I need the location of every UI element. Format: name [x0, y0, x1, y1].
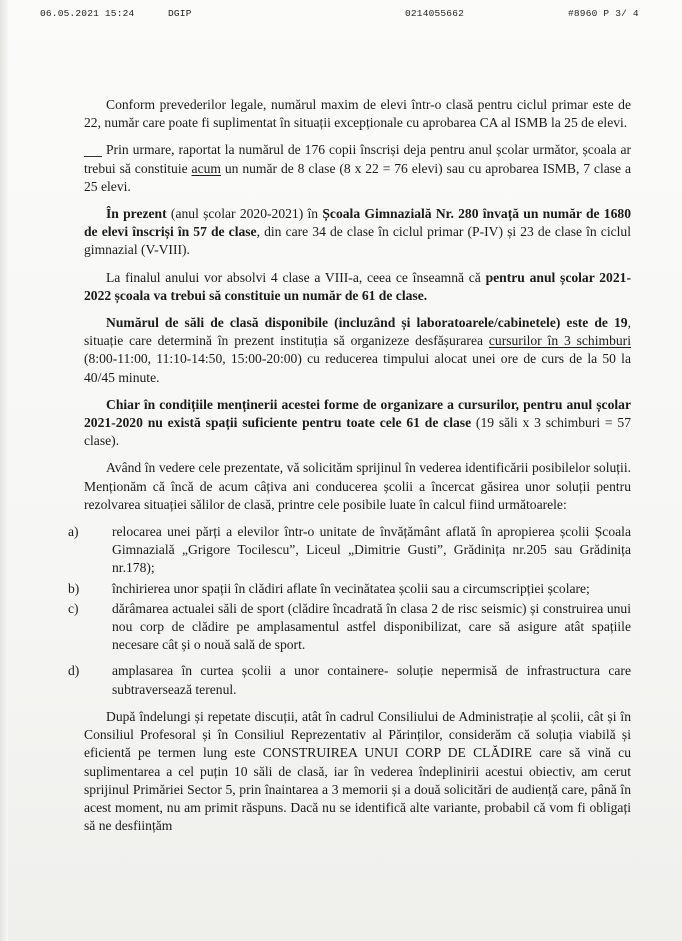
p4-text-1: La finalul anului vor absolvi 4 clase a VIII-a, ceea ce înseamnă că — [106, 269, 486, 285]
p5-text-1: , situație care determină în prezent instituția să organizeze desfășurarea — [84, 315, 631, 349]
paragraph-classrooms — [84, 314, 631, 387]
list-item-text: amplasarea în curtea școlii a unor containere- soluție nepermisă de infrastructura care subtraversează terenul. — [112, 663, 631, 697]
p3-text-1: (anul școlar 2020-2021) în — [166, 206, 323, 222]
fax-phone: 0214055662 — [405, 8, 465, 19]
page-edge-shadow — [0, 0, 8, 941]
fax-datetime: 06.05.2021 15:24 — [40, 8, 135, 19]
p3-text-2: , din care 34 de clase în ciclul primar (P-IV) și 23 de clase în ciclul gimnazial (V-VIII). — [84, 224, 631, 258]
p3-bold-1: În prezent — [106, 206, 167, 222]
paragraph-class-limit: Conform prevederilor legale, numărul maxim de elevi într-o clasă pentru ciclul primar este de 22, număr care poate fi suplimentat în situații excepționale cu aprobarea CA al ISMB la 25 de elevi. — [84, 97, 631, 131]
fax-header — [0, 8, 682, 24]
p5-text-2: (8:00-11:00, 11:10-14:50, 15:00-20:00) cu reducerea timpului alocat unei ore de curs de la 50 la 40/45 minute. — [84, 351, 631, 385]
list-item-text: relocarea unei părți a elevilor într-o unitate de învățământ aflată în apropierea școlii Școala Gimnazială „Grigore Tocilescu”, Liceul „Dimitrie Gusti”, Grădinița nr.205 sau Grădinița nr.178); — [112, 524, 631, 576]
p2-text-a: Prin urmare, raportat la numărul de 176 copii înscriși deja pentru anul școlar următor, școala ar trebui să constituie — [84, 142, 631, 176]
list-item-text: închirierea unor spații în clădiri aflate în vecinătatea școlii sau a circumscripției școlare; — [112, 580, 590, 596]
p6-text-1: (19 săli x 3 schimburi = 57 clase). — [84, 415, 631, 449]
paragraph-graduation — [84, 269, 631, 305]
fax-sender: DGIP — [168, 8, 192, 19]
list-item — [68, 600, 631, 655]
list-item — [68, 580, 631, 598]
p5-underlined: cursurilor în 3 schimburi — [488, 333, 631, 349]
list-item-text: dărâmarea actualei săli de sport (clădire încadrată în clasa 2 de risc seismic) și construirea unui nou corp de clădire pe amplasamentul astfel disponibilizat, care să asigure atât spațiile necesare cât și o nouă sală de sport. — [112, 600, 631, 653]
list-item — [68, 662, 631, 698]
p8-text-2: CONSTRUIREA UNUI CORP DE CLĂDIRE — [262, 745, 532, 761]
p8-text-1: După îndelungi și repetate discuții, atât în cadrul Consiliului de Administrație al școlii, cât și în Consiliul Profesoral și în Consiliul Reprezentativ al Părinților, considerăm că soluția viabilă și eficientă pe termen lung este — [84, 708, 631, 761]
paragraph-insufficient-space — [84, 396, 631, 451]
list-item-label: d) — [68, 663, 80, 679]
list-item — [68, 523, 631, 578]
list-item-label: c) — [68, 600, 79, 616]
p5-bold-1: Numărul de săli de clasă disponibile (incluzând și laboratoarele/cabinetele) este de 19 — [106, 315, 628, 331]
p2-text-b: un număr de 8 clase (8 x 22 = 76 elevi) sau cu aprobarea ISMB, 7 clase a 25 elevi. — [84, 160, 631, 194]
p3-bold-2: Școala Gimnazială Nr. 280 învață un număr de 1680 de elevi înscriși în 57 de clase — [84, 206, 631, 240]
list-item-label: a) — [68, 524, 79, 540]
solutions-list — [68, 523, 631, 699]
fax-page-ref: #8960 P 3/ 4 — [568, 8, 639, 19]
paragraph-enrollment — [84, 141, 631, 196]
paragraph-conclusion — [84, 708, 631, 835]
document-body — [68, 96, 632, 844]
paragraph-request: Având în vedere cele prezentate, vă solicităm sprijinul în vederea identificării posibilelor soluții. Menționăm că încă de acum câțiva ani conducerea școlii a încercat găsirea unor soluții pentru rezolvarea situației sălilor de clasă, printre cele posibile luate în calcul fiind următoarele: — [84, 460, 631, 512]
p6-bold-1: Chiar în condițiile menținerii acestei forme de organizare a cursurilor, pentru anul școlar 2021-2020 nu există spații suficiente pentru toate cele 61 de clase — [84, 396, 631, 431]
p2-underlined: acum — [191, 160, 221, 176]
paragraph-current-status — [84, 205, 631, 260]
p8-text-3: care să vină cu suplimentarea a cel puțin 10 săli de clasă, iar în vederea îndeplinirii acestui obiectiv, am cerut sprijinul Primăriei Sector 5, prin înaintarea a 3 memorii și a două solicitări de audiență care, până în acest moment, nu am primit răspuns. Dacă nu se identifică alte variante, probabil că vom fi obligați să ne desființăm — [84, 745, 632, 834]
p4-bold-1: pentru anul școlar 2021-2022 școala va trebui să constituie un număr de 61 de clase. — [84, 269, 631, 303]
list-item-label: b) — [68, 580, 80, 596]
